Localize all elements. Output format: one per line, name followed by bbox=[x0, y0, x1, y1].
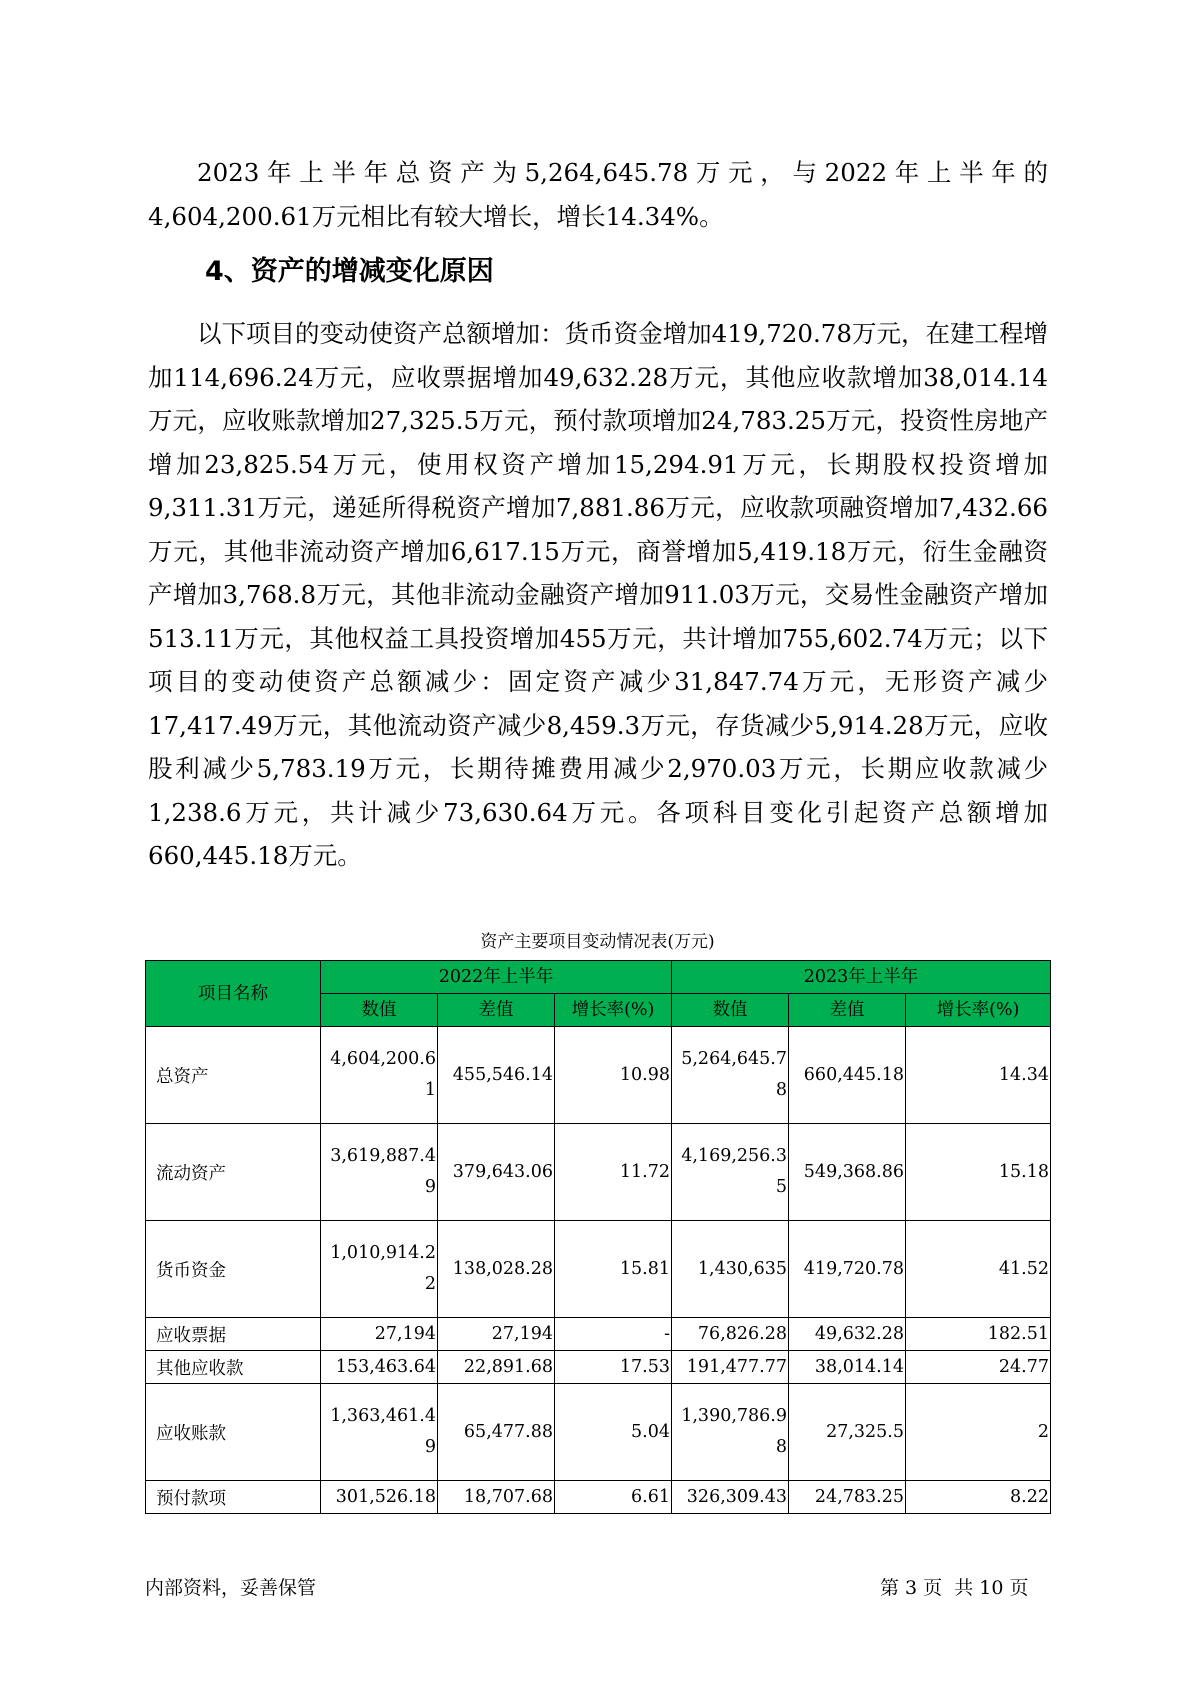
row-name: 应收票据 bbox=[146, 1318, 321, 1351]
table-row bbox=[146, 1481, 1051, 1514]
cell-value-2022: 3,619,887.49 bbox=[321, 1124, 438, 1221]
cell-diff-2023: 549,368.86 bbox=[789, 1124, 906, 1221]
footer-confidential-note: 内部资料，妥善保管 bbox=[145, 1577, 317, 1599]
row-name: 其他应收款 bbox=[146, 1351, 321, 1384]
cell-diff-2022: 65,477.88 bbox=[438, 1384, 555, 1481]
cell-diff-2022: 22,891.68 bbox=[438, 1351, 555, 1384]
summary-paragraph: 2023年上半年总资产为5,264,645.78万元，与2022年上半年的4,604,200.61万元相比有较大增长，增长14.34%。 bbox=[148, 158, 1048, 231]
table-row bbox=[146, 1318, 1051, 1351]
cell-diff-2023: 24,783.25 bbox=[789, 1481, 906, 1514]
cell-diff-2023: 27,325.5 bbox=[789, 1384, 906, 1481]
cell-rate-2023: 14.34 bbox=[906, 1027, 1051, 1124]
row-name: 流动资产 bbox=[146, 1124, 321, 1221]
cell-rate-2022: 11.72 bbox=[555, 1124, 672, 1221]
cell-value-2023: 76,826.28 bbox=[672, 1318, 789, 1351]
cell-rate-2023: 41.52 bbox=[906, 1221, 1051, 1318]
row-name: 货币资金 bbox=[146, 1221, 321, 1318]
section-heading: 4、资产的增减变化原因 bbox=[205, 256, 494, 287]
cell-diff-2022: 379,643.06 bbox=[438, 1124, 555, 1221]
cell-diff-2023: 38,014.14 bbox=[789, 1351, 906, 1384]
table-row bbox=[146, 1384, 1051, 1481]
cell-rate-2022: 15.81 bbox=[555, 1221, 672, 1318]
table-title: 资产主要项目变动情况表(万元) bbox=[480, 932, 715, 952]
cell-diff-2023: 660,445.18 bbox=[789, 1027, 906, 1124]
cell-diff-2023: 49,632.28 bbox=[789, 1318, 906, 1351]
cell-value-2023: 1,430,635 bbox=[672, 1221, 789, 1318]
table-row bbox=[146, 1351, 1051, 1384]
cell-value-2023: 326,309.43 bbox=[672, 1481, 789, 1514]
cell-rate-2023: 24.77 bbox=[906, 1351, 1051, 1384]
footer-page-number: 第 3 页 共 10 页 bbox=[880, 1577, 1029, 1599]
cell-rate-2023: 182.51 bbox=[906, 1318, 1051, 1351]
cell-rate-2023: 15.18 bbox=[906, 1124, 1051, 1221]
cell-diff-2023: 419,720.78 bbox=[789, 1221, 906, 1318]
cell-value-2022: 153,463.64 bbox=[321, 1351, 438, 1384]
header-value: 数值 bbox=[321, 994, 438, 1027]
cell-rate-2023: 2 bbox=[906, 1384, 1051, 1481]
table-row bbox=[146, 1221, 1051, 1318]
cell-value-2023: 5,264,645.78 bbox=[672, 1027, 789, 1124]
header-group-2022: 2022年上半年 bbox=[321, 961, 672, 994]
cell-value-2022: 301,526.18 bbox=[321, 1481, 438, 1514]
header-diff: 差值 bbox=[438, 994, 555, 1027]
header-diff: 差值 bbox=[789, 994, 906, 1027]
cell-rate-2023: 8.22 bbox=[906, 1481, 1051, 1514]
cell-rate-2022: 17.53 bbox=[555, 1351, 672, 1384]
cell-value-2022: 1,363,461.49 bbox=[321, 1384, 438, 1481]
table-row bbox=[146, 1027, 1051, 1124]
table-row bbox=[146, 1124, 1051, 1221]
header-value: 数值 bbox=[672, 994, 789, 1027]
cell-diff-2022: 455,546.14 bbox=[438, 1027, 555, 1124]
cell-rate-2022: 6.61 bbox=[555, 1481, 672, 1514]
header-item-name: 项目名称 bbox=[146, 961, 321, 1027]
cell-diff-2022: 27,194 bbox=[438, 1318, 555, 1351]
cell-value-2023: 4,169,256.35 bbox=[672, 1124, 789, 1221]
cell-value-2023: 1,390,786.98 bbox=[672, 1384, 789, 1481]
header-rate: 增长率(%) bbox=[906, 994, 1051, 1027]
header-rate: 增长率(%) bbox=[555, 994, 672, 1027]
cell-rate-2022: 5.04 bbox=[555, 1384, 672, 1481]
row-name: 应收账款 bbox=[146, 1384, 321, 1481]
header-group-2023: 2023年上半年 bbox=[672, 961, 1051, 994]
row-name: 预付款项 bbox=[146, 1481, 321, 1514]
asset-change-table bbox=[145, 960, 1051, 1514]
cell-rate-2022: 10.98 bbox=[555, 1027, 672, 1124]
cell-value-2022: 27,194 bbox=[321, 1318, 438, 1351]
row-name: 总资产 bbox=[146, 1027, 321, 1124]
cell-value-2022: 1,010,914.22 bbox=[321, 1221, 438, 1318]
cell-value-2022: 4,604,200.61 bbox=[321, 1027, 438, 1124]
cell-value-2023: 191,477.77 bbox=[672, 1351, 789, 1384]
cell-diff-2022: 138,028.28 bbox=[438, 1221, 555, 1318]
cell-rate-2022: - bbox=[555, 1318, 672, 1351]
cell-diff-2022: 18,707.68 bbox=[438, 1481, 555, 1514]
detail-paragraph: 以下项目的变动使资产总额增加：货币资金增加419,720.78万元，在建工程增加114,696.24万元，应收票据增加49,632.28万元，其他应收款增加38,014.14万元，应收账款增加27,325.5万元，预付款项增加24,783.25万元，投资性房地产增加23,825.54万元，使用权资产增加15,294.91万元，长期股权投资增加9,311.31万元，递延所得税资产增加7,881.86万元，应收款项融资增加7,432.66万元，其他非流动资产增加6,617.15万元，商誉增加5,419.18万元，衍生金融资产增加3,768.8万元，其他非流动金融资产增加911.03万元，交易性金融资产增加513.11万元，其他权益工具投资增加455万元，共计增加755,602.74万元；以下项目的变动使资产总额减少：固定资产减少31,847.74万元，无形资产减少17,417.49万元，其他流动资产减少8,459.3万元，存货减少5,914.28万元，应收股利减少5,783.19万元，长期待摊费用减少2,970.03万元，长期应收款减少1,238.6万元，共计减少73,630.64万元。各项科目变化引起资产总额增加660,445.18万元。 bbox=[148, 319, 1048, 870]
